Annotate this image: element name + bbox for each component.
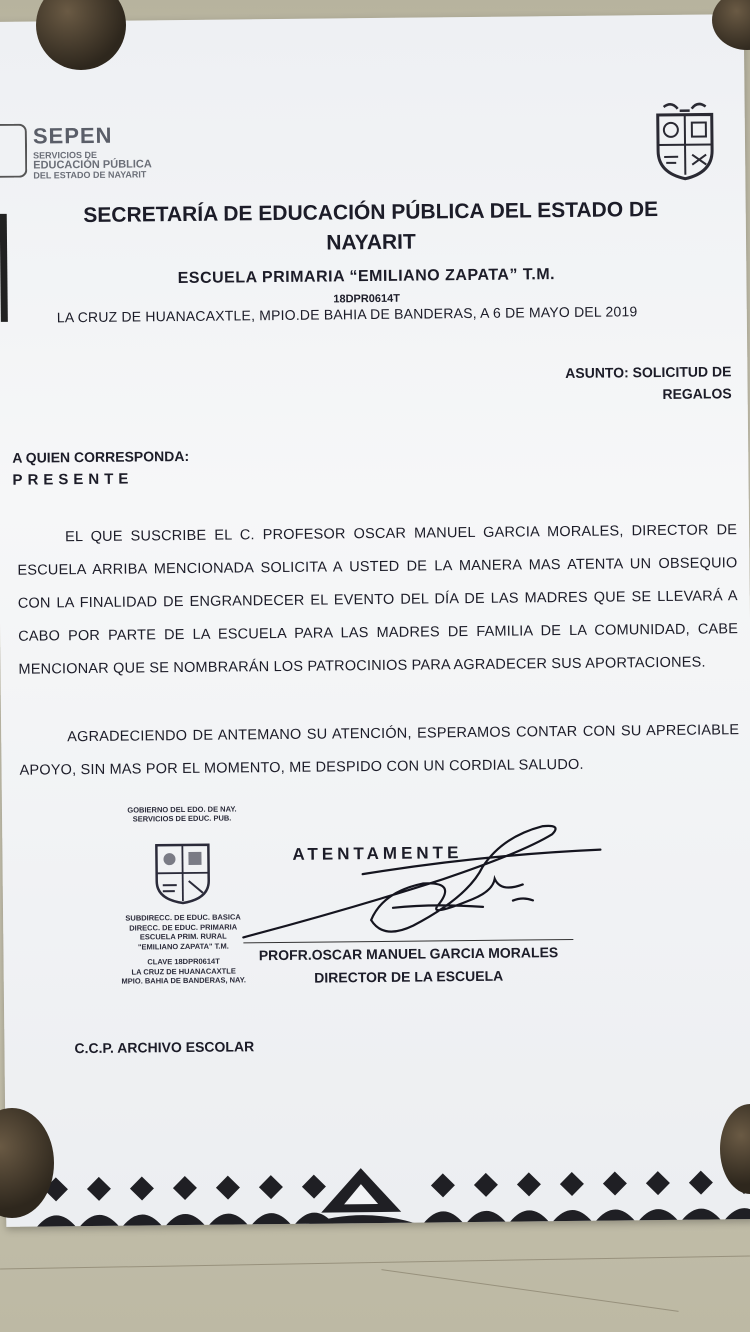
logo-title: SEPEN [32, 122, 113, 149]
logo-subtitle-line: EDUCACIÓN PÚBLICA [33, 158, 152, 172]
body-paragraph-2: AGRADECIENDO DE ANTEMANO SU ATENCIÓN, ESPERAMOS CONTAR CON SU APRECIABLE APOYO, SIN MAS POR EL MOMENTO, ME DESPIDO CON UN CORDIAL SALUDO. [19, 722, 740, 779]
closing-atentamente: ATENTAMENTE [292, 843, 463, 864]
stamp-line: DIRECC. DE EDUC. PRIMARIA [129, 921, 238, 933]
school-name: ESCUELA PRIMARIA “EMILIANO ZAPATA” T.M. [177, 266, 556, 288]
margin-bar [0, 214, 8, 322]
logo-subtitle [33, 150, 183, 181]
sepen-seal-icon [0, 124, 27, 178]
signer-role: DIRECTOR DE LA ESCUELA [314, 967, 504, 986]
subject-line [517, 360, 731, 406]
sepen-logo [0, 112, 195, 184]
stamp-line: CLAVE 18DPR0614T [147, 956, 220, 967]
stamp-line: LA CRUZ DE HUANACAXTLE [131, 965, 236, 977]
stamp-line: ESCUELA PRIM. RURAL [139, 931, 227, 942]
letter-sheet [0, 14, 750, 1227]
stamp-line: SUBDIRECC. DE EDUC. BASICA [125, 912, 241, 923]
logo-subtitle-line: SERVICIOS DE [33, 149, 98, 161]
page-title: SECRETARÍA DE EDUCACIÓN PÚBLICA DEL ESTADO DE NAYARIT [83, 198, 659, 255]
nayarit-coat-of-arms-icon [650, 100, 721, 181]
ccp-line: C.C.P. ARCHIVO ESCOLAR [74, 1038, 255, 1057]
logo-subtitle-line: DEL ESTADO DE NAYARIT [33, 169, 147, 181]
addressee: A QUIEN CORRESPONDA: [12, 447, 190, 466]
stamp-line: GOBIERNO DEL EDO. DE NAY. [127, 804, 237, 815]
handwritten-signature [232, 806, 614, 960]
place-date: LA CRUZ DE HUANACAXTLE, MPIO.DE BAHIA DE BANDERAS, A 6 DE MAYO DEL 2019 [56, 303, 638, 326]
body-paragraph-1: EL QUE SUSCRIBE EL C. PROFESOR OSCAR MANUEL GARCIA MORALES, DIRECTOR DE ESCUELA ARRIBA MENCIONADA SOLICITA A USTED DE LA MANERA MAS ATENTA UN OBSEQUIO CON LA FINALIDAD DE ENGRANDECER EL EVENTO DEL DÍA DE LAS MADRES QUE SE LLEVARÁ A CABO POR PARTE DE LA ESCUELA PARA LAS MADRES DE FAMILIA DE LA COMUNIDAD, CABE MENCIONAR QUE SE NOMBRARÁN LOS PATROCINIOS PARA AGRADECER SUS APORTACIONES. [17, 522, 739, 678]
decorative-border [6, 1162, 750, 1227]
signer-name: PROFR.OSCAR MANUEL GARCIA MORALES [258, 944, 559, 964]
school-code: 18DPR0614T [333, 292, 401, 306]
stamp-line: SERVICIOS DE EDUC. PUB. [132, 813, 232, 824]
stamp-line: "EMILIANO ZAPATA" T.M. [137, 941, 229, 951]
subject-label: ASUNTO: SOLICITUD DE [565, 363, 732, 381]
presente: PRESENTE [12, 470, 134, 489]
subject-value: REGALOS [662, 385, 732, 402]
stamp-crest-icon [150, 837, 215, 906]
stamp-line: MPIO. BAHIA DE BANDERAS, NAY. [121, 975, 247, 986]
